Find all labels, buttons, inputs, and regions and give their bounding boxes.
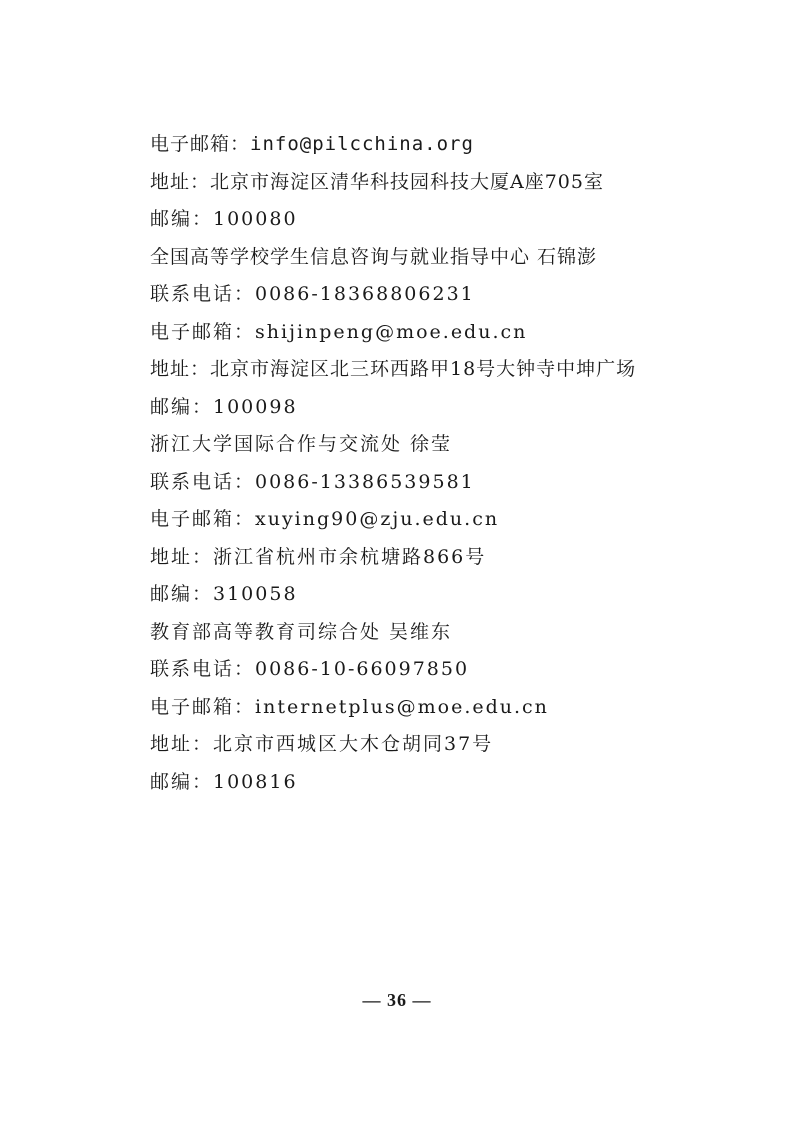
contact-line-phone: 联系电话：0086-13386539581 [150,470,475,493]
contact-line-email: 电子邮箱：xuying90@zju.edu.cn [150,508,500,530]
contact-line-email: 电子邮箱：internetplus@moe.edu.cn [150,695,549,718]
contact-line-postcode: 邮编：100080 [150,208,298,230]
contact-line-address: 地址：浙江省杭州市余杭塘路866号 [150,545,487,568]
contact-line-organization: 全国高等学校学生信息咨询与就业指导中心 石锦澎 [150,245,598,268]
contact-line-postcode: 邮编：100816 [150,770,298,793]
contact-line-phone: 联系电话：0086-10-66097850 [150,658,470,680]
contact-line-organization: 教育部高等教育司综合处 吴维东 [150,620,453,643]
contact-line-phone: 联系电话：0086-18368806231 [150,283,475,305]
contact-line-address: 地址：北京市海淀区清华科技园科技大厦A座705室 [150,170,604,193]
page-number: — 36 — [362,990,432,1010]
contact-line-address: 地址：北京市海淀区北三环西路甲18号大钟寺中坤广场 [150,358,637,380]
contact-line-organization: 浙江大学国际合作与交流处 徐莹 [150,433,453,455]
contact-line-email: 电子邮箱：info@pilcchina.org [150,133,474,155]
contact-line-postcode: 邮编：100098 [150,395,298,418]
contact-line-email: 电子邮箱：shijinpeng@moe.edu.cn [150,320,528,343]
contact-line-postcode: 邮编：310058 [150,583,298,605]
contact-list [150,126,670,801]
contact-line-address: 地址：北京市西城区大木仓胡同37号 [150,733,494,755]
